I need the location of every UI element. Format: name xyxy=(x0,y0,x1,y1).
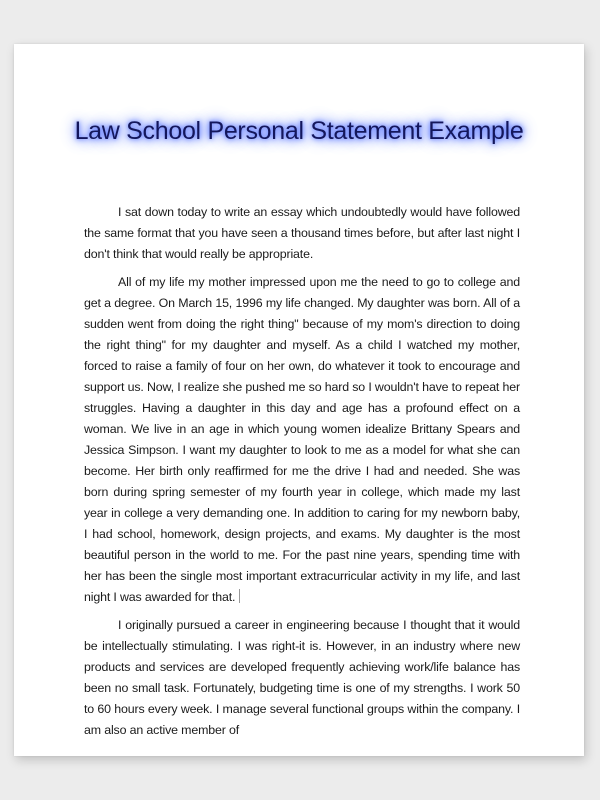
document-body xyxy=(84,202,520,748)
paragraph-with-cursor xyxy=(84,272,520,608)
text-cursor xyxy=(239,589,240,603)
paragraph: I sat down today to write an essay which undoubtedly would have followed the same format that you have seen a thousand times before, but after last night I don't think that would really be appropriate. xyxy=(84,205,520,261)
document-title: Law School Personal Statement Example xyxy=(74,117,524,145)
paragraph: I originally pursued a career in engineering because I thought that it would be intellectually stimulating. I was right-it is. However, in an industry where new products and services are developed frequently achieving work/life balance has been no small task. Fortunately, budgeting time is one of my strengths. I work 50 to 60 hours every week. I manage several functional groups within the company. I am also an active member of xyxy=(84,618,520,737)
document-page xyxy=(14,44,584,756)
paragraph-text: All of my life my mother impressed upon me the need to go to college and get a degree. On March 15, 1996 my life changed. My daughter was born. All of a sudden went from doing the right thing" because of my mom's direction to doing the right thing" for my daughter and myself. As a child I watched my mother, forced to raise a family of four on her own, do whatever it took to encourage and support us. Now, I realize she pushed me so hard so I wouldn't have to repeat her struggles. Having a daughter in this day and age has a profound effect on a woman. We live in an age in which young women idealize Brittany Spears and Jessica Simpson. I want my daughter to look to me as a model for what she can become. Her birth only reaffirmed for me the drive I had and needed. She was born during spring semester of my fourth year in college, which made my last year in college a very demanding one. In addition to caring for my newborn baby, I had school, homework, design projects, and exams. My daughter is the most beautiful person in the world to me. For the past nine years, spending time with her has been the single most important extracurricular activity in my life, and last night I was awarded for that. xyxy=(84,275,520,604)
